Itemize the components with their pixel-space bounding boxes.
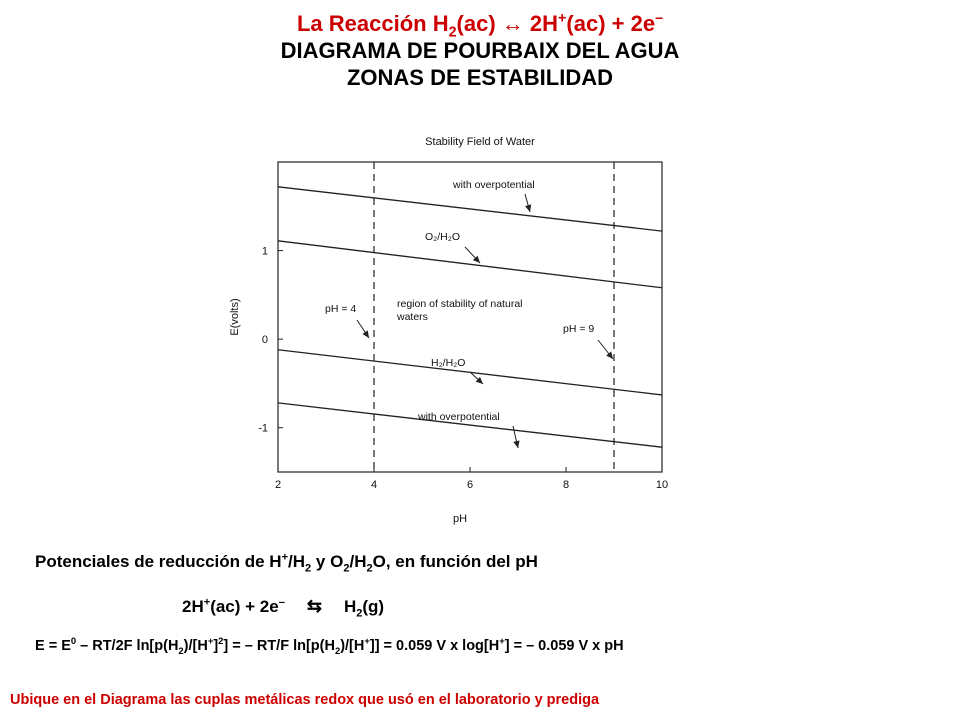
pourbaix-chart: [185, 110, 705, 540]
x-tick-label-8: 8: [562, 479, 570, 491]
x-tick-label-10: 10: [655, 479, 669, 491]
annotation-overpotential-top: with overpotential: [453, 179, 535, 191]
annotation-region-line1: region of stability of natural: [397, 298, 523, 310]
subtitle: Potenciales de reducción de $H^+/H_2$ y $O_2/H_2O$, en función del pH: [35, 551, 538, 575]
title-line-3: ZONAS DE ESTABILIDAD: [346, 65, 614, 90]
bottom-note: Ubique en el Diagrama las cuplas metálicas redox que usó en el laboratorio y prediga: [10, 692, 600, 708]
annotation-region-line2: waters: [397, 311, 428, 323]
chart-background: [185, 110, 705, 540]
chart-title: Stability Field of Water: [425, 136, 535, 148]
annotation-overpotential-bottom: with overpotential: [418, 411, 500, 423]
reaction-equation: 2H+(ac) + 2e– ⇆ $H_2(g)$: [182, 596, 385, 620]
y-tick-label--1: -1: [258, 422, 268, 435]
y-tick-label-1: 1: [261, 245, 268, 258]
equilibrium-arrow-icon: ⇆: [306, 596, 322, 616]
nernst-equation: $E = E^0 - RT/2F$ $\ln[p(H_2)/[H^+]^2]$ = – RT/F $\ln[p(H_2)/[H^+]] = 0.059$ V x log[H+] = – 0.059 V x pH: [35, 635, 624, 656]
x-tick-label-6: 6: [466, 479, 474, 491]
y-tick-label-0: 0: [261, 334, 268, 347]
slide-title: [0, 10, 960, 91]
x-tick-label-2: 2: [274, 479, 282, 491]
annotation-ph-9: pH = 9: [563, 323, 595, 335]
y-axis-label: E(volts): [229, 298, 241, 336]
title-line-2: DIAGRAMA DE POURBAIX DEL AGUA: [280, 38, 680, 63]
x-tick-label-4: 4: [370, 479, 378, 491]
annotation-h2-h2o: H₂/H₂O: [431, 357, 466, 369]
title-line-1: La Reacción $H_2(ac)$ ↔ 2H+(ac) + 2e–: [296, 10, 664, 41]
chart-svg: [185, 110, 705, 540]
annotation-ph-4: pH = 4: [325, 303, 357, 315]
x-axis-label: pH: [452, 513, 468, 525]
annotation-o2-h2o: O₂/H₂O: [425, 231, 460, 243]
